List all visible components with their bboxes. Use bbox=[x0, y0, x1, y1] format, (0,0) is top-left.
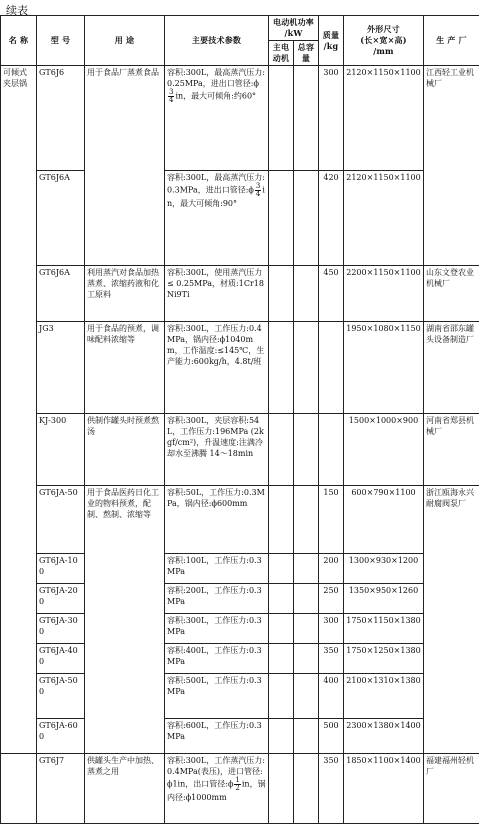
table-row bbox=[1, 644, 479, 674]
cell-model: GT6JA-200 bbox=[37, 584, 85, 614]
header-params: 主要技术参数 bbox=[165, 16, 269, 66]
table-caption: 续表 bbox=[6, 2, 28, 18]
cell-total-power bbox=[294, 66, 319, 171]
cell-total-power bbox=[294, 414, 319, 486]
cell-params bbox=[165, 614, 269, 644]
params-text: 容积:100L，工作压力:0.3MPa bbox=[167, 556, 262, 576]
fraction-numerator: 1 bbox=[234, 777, 240, 785]
cell-name: 可倾式夹层锅 bbox=[1, 66, 37, 754]
cell-motor-power bbox=[269, 171, 294, 266]
cell-motor-power bbox=[269, 754, 294, 824]
fraction-denominator: 4 bbox=[255, 191, 261, 198]
cell-model: GT6J6 bbox=[37, 66, 85, 171]
header-name: 名 称 bbox=[1, 16, 37, 66]
cell-mass: 250 bbox=[319, 584, 344, 614]
cell-maker: 福建福州轻机厂 bbox=[424, 754, 479, 824]
table-row bbox=[1, 614, 479, 644]
cell-model: GT6J7 bbox=[37, 754, 85, 824]
cell-total-power bbox=[294, 754, 319, 824]
cell-total-power bbox=[294, 554, 319, 584]
table-row bbox=[1, 719, 479, 754]
cell-model: GT6JA-300 bbox=[37, 614, 85, 644]
header-mass-label: 质量 bbox=[321, 30, 341, 41]
params-text: 容积:300L，最高蒸汽压力:0.25MPa，进出口管径:ϕ bbox=[167, 68, 265, 88]
cell-model: GT6J6A bbox=[37, 266, 85, 322]
cell-mass: 400 bbox=[319, 674, 344, 719]
cell-maker: 山东文登农业机械厂 bbox=[424, 266, 479, 322]
params-text: 容积:50L，工作压力:0.3MPa，锅内径:ϕ600mm bbox=[167, 488, 265, 508]
cell-dims: 1500×1000×900 bbox=[344, 414, 424, 486]
header-use: 用 途 bbox=[85, 16, 165, 66]
cell-use: 利用蒸汽对食品加热蒸煮、浓缩药液和化工原料 bbox=[85, 266, 165, 322]
pipe-diameter-fraction bbox=[234, 777, 240, 792]
cell-model: JG3 bbox=[37, 322, 85, 414]
params-text: 容积:300L，工作压力:0.3MPa bbox=[167, 616, 262, 636]
params-text: 容积:300L，使用蒸汽压力 ≤ 0.25MPa，材质:1Cr18Ni9Ti bbox=[167, 268, 264, 299]
cell-params bbox=[165, 171, 269, 266]
header-dims-sub: (长×宽×高) bbox=[346, 35, 421, 46]
equipment-table bbox=[0, 15, 479, 824]
cell-total-power bbox=[294, 322, 319, 414]
cell-mass: 350 bbox=[319, 644, 344, 674]
cell-mass: 300 bbox=[319, 614, 344, 644]
cell-mass: 150 bbox=[319, 486, 344, 554]
header-mass-unit: /kg bbox=[321, 41, 341, 52]
cell-model: KJ-300 bbox=[37, 414, 85, 486]
cell-dims: 2200×1150×1100 bbox=[344, 266, 424, 322]
cell-maker: 江西轻工业机械厂 bbox=[424, 66, 479, 266]
cell-model: GT6JA-600 bbox=[37, 719, 85, 754]
cell-model: GT6JA-400 bbox=[37, 644, 85, 674]
table-row bbox=[1, 584, 479, 614]
cell-total-power bbox=[294, 486, 319, 554]
pipe-diameter-fraction bbox=[168, 89, 174, 104]
params-text: 容积:200L，工作压力:0.3MPa bbox=[167, 586, 262, 606]
cell-maker: 河南省郑县机械厂 bbox=[424, 414, 479, 486]
params-text: 容积:300L，工作蒸汽压力:0.4MPa(表压)，进口管径:ϕ1in，出口管径:ϕ bbox=[167, 756, 265, 789]
header-motor: 主电动机 bbox=[269, 41, 294, 66]
pipe-diameter-fraction bbox=[255, 183, 261, 198]
cell-params bbox=[165, 644, 269, 674]
cell-motor-power bbox=[269, 719, 294, 754]
cell-params bbox=[165, 322, 269, 414]
params-text-tail: in，最大可倾角:约60° bbox=[175, 92, 256, 101]
params-text: 容积:300L，工作压力:0.4MPa，锅内径:ϕ1040mm，工作温度:≤145℃，生产能力:600kg/h，4.8t/班 bbox=[167, 324, 264, 366]
cell-dims: 2100×1310×1380 bbox=[344, 674, 424, 719]
cell-motor-power bbox=[269, 486, 294, 554]
cell-dims: 1750×1150×1380 bbox=[344, 614, 424, 644]
header-power bbox=[269, 16, 319, 41]
table-row bbox=[1, 486, 479, 554]
params-text: 容积:400L，工作压力:0.3MPa bbox=[167, 646, 262, 666]
cell-dims: 1300×930×1200 bbox=[344, 554, 424, 584]
table-row bbox=[1, 414, 479, 486]
cell-maker: 湖南省邵东罐头设备制造厂 bbox=[424, 322, 479, 414]
params-text: 容积:600L，工作压力:0.3MPa bbox=[167, 721, 262, 741]
cell-params bbox=[165, 66, 269, 171]
cell-dims: 1950×1080×1150 bbox=[344, 322, 424, 414]
cell-motor-power bbox=[269, 554, 294, 584]
cell-params bbox=[165, 754, 269, 824]
header-dims-label: 外形尺寸 bbox=[346, 24, 421, 35]
cell-mass: 350 bbox=[319, 754, 344, 824]
table-row bbox=[1, 322, 479, 414]
cell-model: GT6JA-100 bbox=[37, 554, 85, 584]
cell-dims: 1850×1100×1400 bbox=[344, 754, 424, 824]
cell-use: 供罐头生产中加热、蒸煮之用 bbox=[85, 754, 165, 824]
cell-total-power bbox=[294, 584, 319, 614]
table-row bbox=[1, 266, 479, 322]
cell-params bbox=[165, 584, 269, 614]
cell-use: 用于食品厂蒸煮食品 bbox=[85, 66, 165, 266]
fraction-denominator: 2 bbox=[234, 785, 240, 792]
cell-mass bbox=[319, 414, 344, 486]
header-power-unit: /kW bbox=[271, 28, 316, 39]
cell-motor-power bbox=[269, 584, 294, 614]
header-maker: 生 产 厂 bbox=[424, 16, 479, 66]
table-row bbox=[1, 66, 479, 171]
cell-motor-power bbox=[269, 66, 294, 171]
cell-mass: 200 bbox=[319, 554, 344, 584]
header-model: 型 号 bbox=[37, 16, 85, 66]
cell-use: 供制作罐头时预煮熬汤 bbox=[85, 414, 165, 486]
header-power-label: 电动机功率 bbox=[271, 17, 316, 28]
cell-dims: 2120×1150×1100 bbox=[344, 171, 424, 266]
cell-model: GT6JA-50 bbox=[37, 486, 85, 554]
cell-motor-power bbox=[269, 614, 294, 644]
table-row bbox=[1, 171, 479, 266]
cell-params bbox=[165, 414, 269, 486]
cell-params bbox=[165, 486, 269, 554]
params-text: 容积:300L，最高蒸汽压力:0.3MPa，进出口管径:ϕ bbox=[167, 173, 265, 195]
cell-mass bbox=[319, 322, 344, 414]
cell-model: GT6JA-500 bbox=[37, 674, 85, 719]
cell-params bbox=[165, 266, 269, 322]
params-text-tail: in，锅内径:ϕ1000mm bbox=[167, 780, 266, 803]
cell-total-power bbox=[294, 644, 319, 674]
cell-use: 用于食品的预煮，调味配料浓缩等 bbox=[85, 322, 165, 414]
params-text: 容积:300L，夹层容积:54L，工作压力:196MPa (2kgf/cm²)，升温速度:注满冷却水至沸腾 14～18min bbox=[167, 416, 264, 458]
fraction-denominator: 4 bbox=[168, 97, 174, 104]
cell-dims: 600×790×1100 bbox=[344, 486, 424, 554]
fraction-numerator: 3 bbox=[168, 89, 174, 97]
cell-use: 用于食品医药日化工业的物料预煮，配制、熬制、浓缩等 bbox=[85, 486, 165, 754]
cell-total-power bbox=[294, 719, 319, 754]
cell-motor-power bbox=[269, 322, 294, 414]
cell-total-power bbox=[294, 614, 319, 644]
cell-total-power bbox=[294, 674, 319, 719]
cell-mass: 450 bbox=[319, 266, 344, 322]
cell-name bbox=[1, 754, 37, 824]
table-row bbox=[1, 674, 479, 719]
cell-params bbox=[165, 674, 269, 719]
cell-params bbox=[165, 554, 269, 584]
cell-dims: 2300×1380×1400 bbox=[344, 719, 424, 754]
header-mass bbox=[319, 16, 344, 66]
cell-motor-power bbox=[269, 674, 294, 719]
cell-motor-power bbox=[269, 644, 294, 674]
header-total: 总容量 bbox=[294, 41, 319, 66]
cell-dims: 2120×1150×1100 bbox=[344, 66, 424, 171]
cell-mass: 420 bbox=[319, 171, 344, 266]
cell-total-power bbox=[294, 266, 319, 322]
cell-dims: 1350×950×1260 bbox=[344, 584, 424, 614]
cell-mass: 500 bbox=[319, 719, 344, 754]
cell-model: GT6J6A bbox=[37, 171, 85, 266]
table-row bbox=[1, 754, 479, 824]
header-dims-unit: /mm bbox=[346, 46, 421, 57]
cell-motor-power bbox=[269, 266, 294, 322]
params-text: 容积:500L，工作压力:0.3MPa bbox=[167, 676, 262, 696]
cell-total-power bbox=[294, 171, 319, 266]
cell-dims: 1750×1250×1380 bbox=[344, 644, 424, 674]
table-row bbox=[1, 554, 479, 584]
cell-motor-power bbox=[269, 414, 294, 486]
header-dims bbox=[344, 16, 424, 66]
params-text-tail: in，最大可倾角:90° bbox=[167, 186, 265, 209]
cell-mass: 300 bbox=[319, 66, 344, 171]
cell-maker: 浙江瓯海永兴耐腐阀泵厂 bbox=[424, 486, 479, 754]
cell-params bbox=[165, 719, 269, 754]
fraction-numerator: 3 bbox=[255, 183, 261, 191]
